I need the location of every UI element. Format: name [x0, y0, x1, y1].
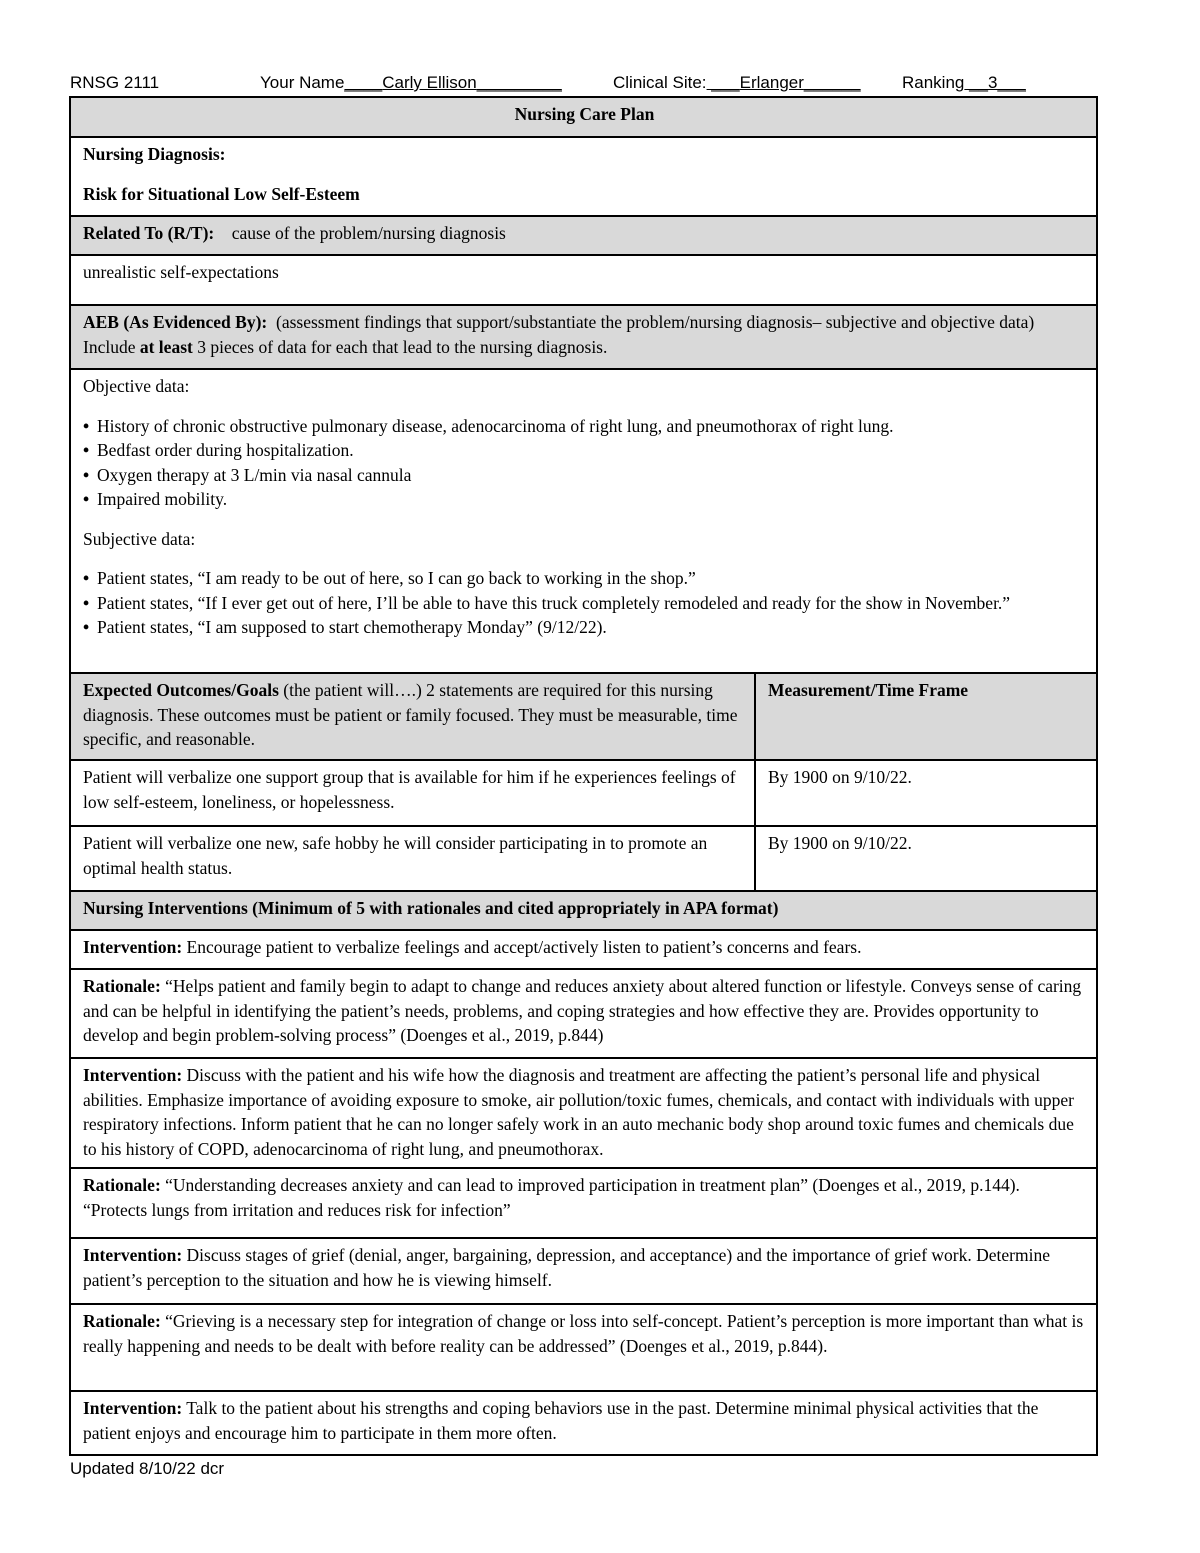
intervention-row: [70, 1058, 1097, 1168]
intervention-label: Intervention:: [83, 1245, 183, 1265]
aeb-header-cell: [70, 305, 1097, 369]
rationale-label: Rationale:: [83, 1311, 161, 1331]
intervention-label: Intervention:: [83, 1065, 183, 1085]
goal-time: By 1900 on 9/10/22.: [768, 767, 912, 787]
related-label: Related To (R/T):: [83, 223, 215, 243]
intervention-cell: [70, 930, 1097, 969]
ranking-label: Ranking: [902, 73, 965, 92]
rationale-row: [70, 1304, 1097, 1391]
aeb-data-cell: [70, 369, 1097, 673]
related-header-cell: [70, 216, 1097, 255]
rationale-cell: [70, 1304, 1097, 1391]
plan-title-cell: [70, 97, 1097, 137]
rationale-cell: [70, 1168, 1097, 1238]
objective-label: Objective data:: [83, 376, 190, 396]
intervention-text: Discuss stages of grief (denial, anger, bargaining, depression, and acceptance) and the importance of grief work. Determine patient’s perception to the situation and how he is viewing himself.: [83, 1245, 1050, 1290]
rationale-text: “Helps patient and family begin to adapt to change and reduces anxiety about altered function or lifestyle. Conveys sense of caring and can be helpful in identifying the patient’s needs, problems, and coping strategies and how effective they are. Provides opportunity to develop and begin problem-solving process” (Doenges et al., 2019, p.844): [83, 976, 1082, 1045]
name-underline: [344, 73, 561, 92]
site-field: [613, 73, 861, 93]
related-value-row: [70, 255, 1097, 305]
care-plan-table: [69, 96, 1098, 1456]
interventions-header-row: [70, 891, 1097, 930]
subjective-item: • Patient states, “I am supposed to start chemotherapy Monday” (9/12/22).: [83, 615, 1086, 640]
intervention-row: [70, 930, 1097, 969]
related-value-cell: [70, 255, 1097, 305]
intervention-row: [70, 1238, 1097, 1304]
intervention-cell: [70, 1058, 1097, 1168]
diagnosis-cell: [70, 137, 1097, 216]
plan-title: Nursing Care Plan: [514, 104, 655, 124]
intervention-label: Intervention:: [83, 937, 183, 957]
page-header: [70, 73, 1096, 97]
subjective-item: • Patient states, “I am ready to be out of here, so I can go back to working in the shop.”: [83, 566, 1086, 591]
goal-time: By 1900 on 9/10/22.: [768, 833, 912, 853]
footer-text: Updated 8/10/22 dcr: [70, 1459, 225, 1478]
name-suffix: _________: [476, 73, 562, 92]
aeb-hint-bold: at least: [139, 336, 193, 357]
subjective-list: [83, 566, 1086, 640]
aeb-header-row: [70, 305, 1097, 369]
ranking-value: 3: [988, 73, 998, 92]
intervention-text: Talk to the patient about his strengths and coping behaviors use in the past. Determine minimal physical activities that the patient enjoys and encourage him to participate in them more often.: [83, 1398, 1039, 1443]
goal-text-cell: [70, 826, 755, 891]
rationale-cell: [70, 969, 1097, 1058]
interventions-title: Nursing Interventions (Minimum of 5 with rationales and cited appropriately in APA format): [83, 898, 779, 918]
diagnosis-value: Risk for Situational Low Self-Esteem: [83, 183, 360, 204]
site-underline: [707, 73, 861, 92]
objective-item: • Oxygen therapy at 3 L/min via nasal cannula: [83, 463, 1086, 488]
aeb-label: AEB (As Evidenced By):: [83, 312, 268, 332]
outcomes-hint: (the patient will….) 2 statements are required for this nursing diagnosis. These outcomes must be patient or family focused. They must be measurable, time specific, and reasonable.: [83, 680, 738, 749]
aeb-hint-2: 3 pieces of data for each that lead to the nursing diagnosis.: [197, 336, 608, 357]
diagnosis-row: [70, 137, 1097, 216]
diagnosis-label: Nursing Diagnosis:: [83, 144, 226, 164]
aeb-data-row: [70, 369, 1097, 673]
objective-item: • History of chronic obstructive pulmonary disease, adenocarcinoma of right lung, and pneumothorax of right lung.: [83, 414, 1086, 439]
ranking-prefix: __: [964, 73, 989, 92]
course-code: RNSG 2111: [70, 73, 160, 92]
outcomes-header-cell: [70, 673, 755, 760]
ranking-underline: [964, 73, 1025, 92]
objective-list: [83, 414, 1086, 512]
rationale-text: “Grieving is a necessary step for integration of change or loss into self-concept. Patient’s perception is more important than what is really happening and needs to be dealt with before reality can be addressed” (Doenges et al., 2019, p.844).: [83, 1311, 1084, 1356]
outcomes-header-row: [70, 673, 1097, 760]
measurement-header-cell: [755, 673, 1097, 760]
intervention-row: [70, 1391, 1097, 1455]
name-field: [260, 73, 562, 93]
rationale-row: [70, 1168, 1097, 1238]
rationale-row: [70, 969, 1097, 1058]
intervention-cell: [70, 1238, 1097, 1304]
objective-item: • Impaired mobility.: [83, 487, 1086, 512]
interventions-header-cell: [70, 891, 1097, 930]
intervention-label: Intervention:: [83, 1398, 183, 1418]
site-value: Erlanger: [739, 73, 804, 92]
name-label: Your Name: [260, 73, 345, 92]
related-hint: cause of the problem/nursing diagnosis: [231, 223, 506, 243]
goal-text: Patient will verbalize one new, safe hobby he will consider participating in to promote an optimal health status.: [83, 833, 708, 878]
site-prefix: ___: [706, 73, 740, 92]
title-row: [70, 97, 1097, 137]
subjective-label: Subjective data:: [83, 528, 196, 549]
goal-row: [70, 760, 1097, 826]
goal-row: [70, 826, 1097, 891]
name-value: Carly Ellison: [382, 73, 477, 92]
related-header-row: [70, 216, 1097, 255]
site-suffix: ______: [803, 73, 861, 92]
intervention-text: Discuss with the patient and his wife how the diagnosis and treatment are affecting the patient’s personal life and physical abilities. Emphasize importance of avoiding exposure to smoke, air pollution/toxic fumes, chemicals, and contact with individuals with upper respiratory infections. Inform patient that he can no longer safely work in an auto mechanic body shop around toxic fumes and chemicals due to his history of COPD, adenocarcinoma of right lung, and pneumothorax.: [83, 1065, 1074, 1159]
rationale-text: “Understanding decreases anxiety and can lead to improved participation in treatment plan” (Doenges et al., 2019, p.144). “Protects lungs from irritation and reduces risk for infection”: [83, 1175, 1020, 1220]
measurement-label: Measurement/Time Frame: [768, 680, 969, 700]
goal-text-cell: [70, 760, 755, 826]
name-prefix: ____: [344, 73, 383, 92]
rationale-label: Rationale:: [83, 1175, 161, 1195]
related-value: unrealistic self-expectations: [83, 262, 279, 282]
subjective-item: • Patient states, “If I ever get out of here, I’ll be able to have this truck completely remodeled and ready for the show in November.”: [83, 591, 1086, 616]
page-footer: [70, 1459, 224, 1479]
outcomes-label: Expected Outcomes/Goals: [83, 680, 279, 700]
objective-item: • Bedfast order during hospitalization.: [83, 438, 1086, 463]
goal-time-cell: [755, 826, 1097, 891]
goal-text: Patient will verbalize one support group that is available for him if he experiences feelings of low self-esteem, loneliness, or hopelessness.: [83, 767, 736, 812]
rationale-label: Rationale:: [83, 976, 161, 996]
intervention-text: Encourage patient to verbalize feelings and accept/actively listen to patient’s concerns and fears.: [186, 937, 862, 957]
ranking-field: [902, 73, 1026, 93]
intervention-cell: [70, 1391, 1097, 1455]
goal-time-cell: [755, 760, 1097, 826]
ranking-suffix: ___: [997, 73, 1026, 92]
site-label: Clinical Site:: [613, 73, 707, 92]
aeb-hint-1: (assessment findings that support/substantiate the problem/nursing diagnosis– subjective and objective data) Include: [83, 312, 1035, 357]
